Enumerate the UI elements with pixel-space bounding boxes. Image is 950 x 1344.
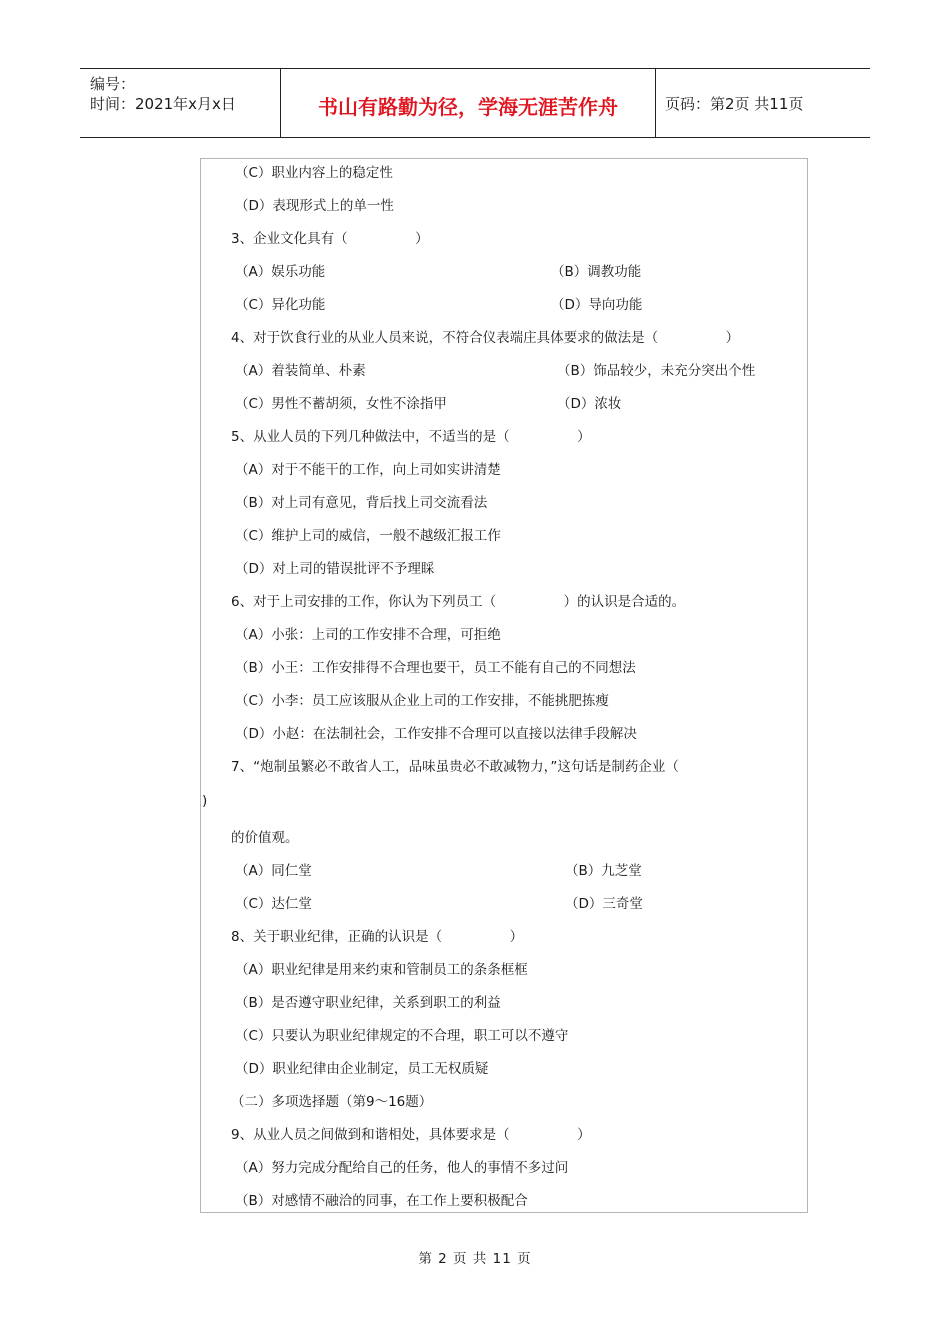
option-line: （C）小李：员工应该服从企业上司的工作安排，不能挑肥拣瘦 <box>235 693 609 709</box>
option-line: （B）对上司有意见，背后找上司交流看法 <box>235 495 488 511</box>
option-line: （B）九芝堂 <box>565 863 642 879</box>
question-text-continued: 的价值观。 <box>231 830 299 846</box>
question-text: 9、从业人员之间做到和谐相处，具体要求是（ ） <box>231 1127 591 1143</box>
header-motto-cell <box>280 69 656 137</box>
header-page-cell <box>655 69 870 137</box>
option-line: （A）小张：上司的工作安排不合理，可拒绝 <box>235 627 501 643</box>
question-paren: ) <box>202 793 208 809</box>
option-line: （D）浓妆 <box>557 396 622 412</box>
page-header <box>80 68 870 138</box>
header-meta-cell <box>80 69 280 137</box>
option-line: （A）娱乐功能 <box>235 264 326 280</box>
option-line: （C）达仁堂 <box>235 896 312 912</box>
motto-text: 书山有路勤为径，学海无涯苦作舟 <box>318 95 618 119</box>
option-line: （A）着装简单、朴素 <box>235 363 366 379</box>
header-page-label: 页码：第2页 共11页 <box>665 95 804 113</box>
option-line: （B）是否遵守职业纪律，关系到职工的利益 <box>235 995 501 1011</box>
option-line: （D）三奇堂 <box>565 896 643 912</box>
option-line: （C）男性不蓄胡须，女性不涂指甲 <box>235 396 447 412</box>
option-line: （A）职业纪律是用来约束和管制员工的条条框框 <box>235 962 528 978</box>
option-line: （B）小王：工作安排得不合理也要干，员工不能有自己的不同想法 <box>235 660 636 676</box>
option-line: （B）饰品较少，未充分突出个性 <box>557 363 756 379</box>
question-text: 5、从业人员的下列几种做法中，不适当的是（ ） <box>231 429 591 445</box>
question-text: 4、对于饮食行业的从业人员来说，不符合仪表端庄具体要求的做法是（ ） <box>231 330 740 346</box>
page-footer: 第 2 页 共 11 页 <box>418 1251 532 1267</box>
option-line: （C）异化功能 <box>235 297 326 313</box>
option-line: （C）职业内容上的稳定性 <box>235 165 393 181</box>
option-line: （D）小赵：在法制社会，工作安排不合理可以直接以法律手段解决 <box>235 726 637 742</box>
question-text: 7、“炮制虽繁必不敢省人工，品味虽贵必不敢减物力，”这句话是制药企业（ <box>231 759 679 775</box>
question-text: 6、对于上司安排的工作，你认为下列员工（ ）的认识是合适的。 <box>231 594 686 610</box>
option-line: （D）对上司的错误批评不予理睬 <box>235 561 435 577</box>
option-line: （B）对感情不融洽的同事，在工作上要积极配合 <box>235 1193 528 1209</box>
option-line: （A）努力完成分配给自己的任务，他人的事情不多过问 <box>235 1160 569 1176</box>
option-line: （D）职业纪律由企业制定，员工无权质疑 <box>235 1061 489 1077</box>
option-line: （D）表现形式上的单一性 <box>235 198 394 214</box>
option-line: （C）只要认为职业纪律规定的不合理，职工可以不遵守 <box>235 1028 569 1044</box>
time-label: 时间：2021年x月x日 <box>90 95 236 113</box>
option-line: （C）维护上司的威信，一般不越级汇报工作 <box>235 528 501 544</box>
option-line: （D）导向功能 <box>551 297 643 313</box>
option-line: （B）调教功能 <box>551 264 642 280</box>
option-line: （A）对于不能干的工作，向上司如实讲清楚 <box>235 462 501 478</box>
question-text: 8、关于职业纪律，正确的认识是（ ） <box>231 929 524 945</box>
question-text: 3、企业文化具有（ ） <box>231 231 429 247</box>
serial-label: 编号： <box>90 75 136 93</box>
section-heading: （二）多项选择题（第9～16题） <box>231 1094 433 1110</box>
question-content-box <box>200 158 808 1213</box>
option-line: （A）同仁堂 <box>235 863 312 879</box>
